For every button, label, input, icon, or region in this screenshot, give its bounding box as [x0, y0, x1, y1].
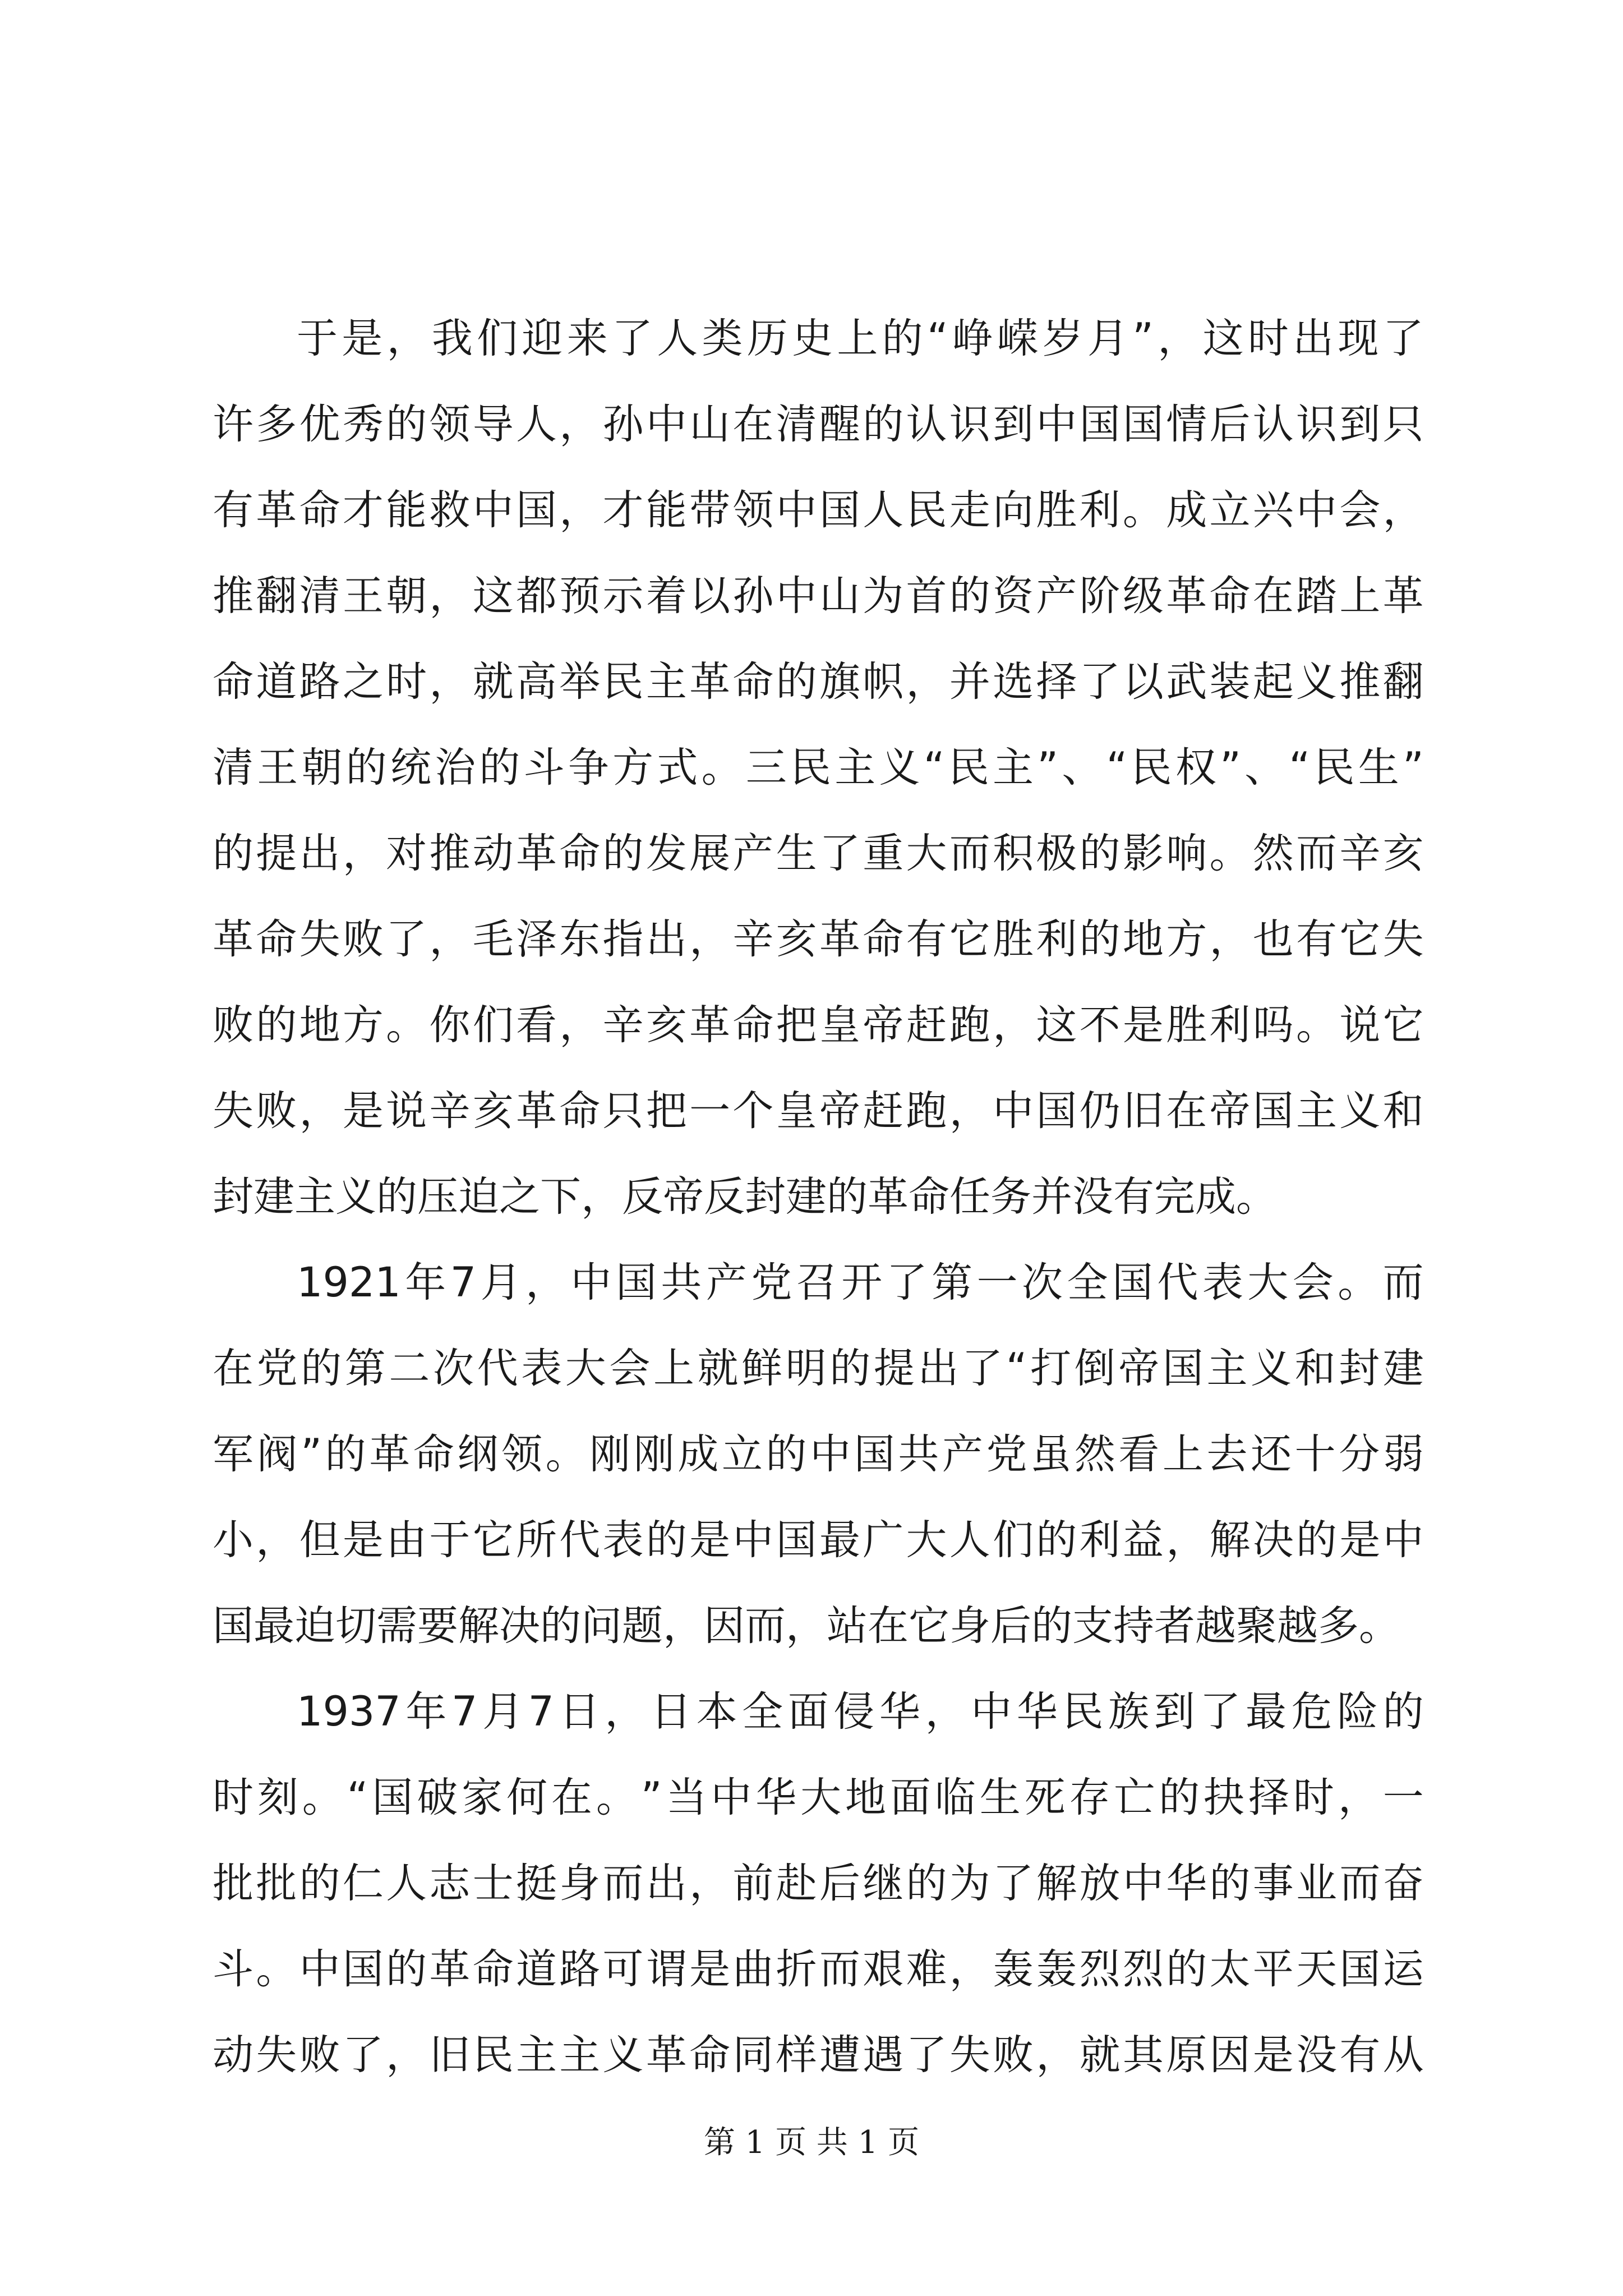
- text-line: 革 命 失 败 了 ， 毛 泽 东 指 出 ， 辛 亥 革 命 有 它 胜 利 的 地 方 ， 也 有 它 失: [213, 915, 1424, 963]
- text-line: 动 失 败 了 ， 旧 民 主 主 义 革 命 同 样 遭 遇 了 失 败 ， 就 其 原 因 是 没 有 从: [213, 2031, 1424, 2079]
- text-line: 军 阀 ” 的 革 命 纲 领 。 刚 刚 成 立 的 中 国 共 产 党 虽 然 看 上 去 还 十 分 弱: [213, 1430, 1424, 1478]
- page-number-footer: 第 1 页 共 1 页: [703, 2124, 920, 2161]
- text-line: 1921 年 7 月 ， 中 国 共 产 党 召 开 了 第 一 次 全 国 代 表 大 会 。 而: [297, 1259, 1424, 1306]
- text-line: 斗 。 中 国 的 革 命 道 路 可 谓 是 曲 折 而 艰 难 ， 轰 轰 烈 烈 的 太 平 天 国 运: [213, 1945, 1424, 1993]
- text-line: 命 道 路 之 时 ， 就 高 举 民 主 革 命 的 旗 帜 ， 并 选 择 了 以 武 装 起 义 推 翻: [213, 658, 1424, 706]
- text-line: 的 提 出 ， 对 推 动 革 命 的 发 展 产 生 了 重 大 而 积 极 的 影 响 。 然 而 辛 亥: [213, 830, 1424, 877]
- text-line: 批 批 的 仁 人 志 士 挺 身 而 出 ， 前 赴 后 继 的 为 了 解 放 中 华 的 事 业 而 奋: [213, 1860, 1424, 1907]
- text-line: 有 革 命 才 能 救 中 国 ， 才 能 带 领 中 国 人 民 走 向 胜 利 。 成 立 兴 中 会 ，: [213, 486, 1424, 534]
- text-line: 失 败 ， 是 说 辛 亥 革 命 只 把 一 个 皇 帝 赶 跑 ， 中 国 仍 旧 在 帝 国 主 义 和: [213, 1087, 1424, 1135]
- document-body: [213, 296, 1424, 2098]
- text-line: 败 的 地 方 。 你 们 看 ， 辛 亥 革 命 把 皇 帝 赶 跑 ， 这 不 是 胜 利 吗 。 说 它: [213, 1001, 1424, 1049]
- text-line: 清 王 朝 的 统 治 的 斗 争 方 式 。 三 民 主 义 “ 民 主 ” 、 “ 民 权 ” 、 “ 民 生 ”: [213, 744, 1424, 792]
- text-line: 1937 年 7 月 7 日 ， 日 本 全 面 侵 华 ， 中 华 民 族 到 了 最 危 险 的: [297, 1688, 1424, 1736]
- text-line: 在 党 的 第 二 次 代 表 大 会 上 就 鲜 明 的 提 出 了 “ 打 倒 帝 国 主 义 和 封 建: [213, 1345, 1424, 1392]
- text-line: 许 多 优 秀 的 领 导 人 ， 孙 中 山 在 清 醒 的 认 识 到 中 国 国 情 后 认 识 到 只: [213, 401, 1424, 448]
- text-line: 小 ， 但 是 由 于 它 所 代 表 的 是 中 国 最 广 大 人 们 的 利 益 ， 解 决 的 是 中: [213, 1516, 1424, 1564]
- text-line: 国最迫切需要解决的问题，因而，站在它身后的支持者越聚越多。: [213, 1602, 1400, 1650]
- text-line: 推 翻 清 王 朝 ， 这 都 预 示 着 以 孙 中 山 为 首 的 资 产 阶 级 革 命 在 踏 上 革: [213, 572, 1424, 620]
- text-line: 时 刻 。 “ 国 破 家 何 在 。 ” 当 中 华 大 地 面 临 生 死 存 亡 的 抉 择 时 ， 一: [213, 1774, 1424, 1821]
- text-line: 封建主义的压迫之下，反帝反封建的革命任务并没有完成。: [213, 1173, 1277, 1221]
- text-line: 于 是 ， 我 们 迎 来 了 人 类 历 史 上 的 “ 峥 嵘 岁 月 ” ， 这 时 出 现 了: [297, 315, 1424, 362]
